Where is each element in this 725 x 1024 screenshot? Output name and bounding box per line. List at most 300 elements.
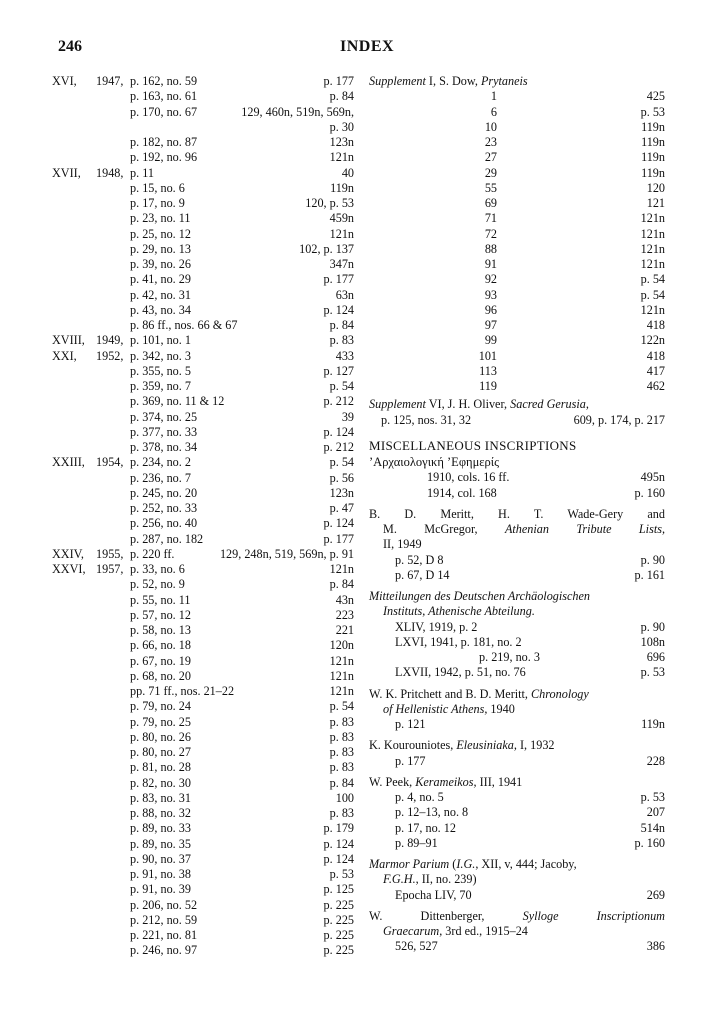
page-reference: 1910, cols. 16 ff. (427, 470, 510, 485)
volume-number: XVIII, (52, 333, 85, 348)
kerameikos-entries (369, 790, 665, 851)
cited-pages: p. 90 (640, 619, 665, 634)
cited-pages: 418 (646, 318, 665, 332)
page-reference: p. 342, no. 3 (130, 348, 191, 363)
inscription-number: 91 (484, 257, 497, 271)
cited-pages: 433 (335, 348, 354, 363)
cited-pages: 122n (640, 333, 665, 348)
cited-pages: 121n (640, 226, 665, 241)
inscription-number: 119 (479, 379, 497, 393)
page-reference: p. 206, no. 52 (130, 897, 198, 912)
page-reference: p. 83, no. 31 (130, 790, 191, 805)
prytaneis-row (369, 303, 665, 318)
cited-pages: 459n (329, 211, 354, 226)
cited-pages: p. 179 (323, 821, 354, 836)
cited-pages: p. 47 (329, 501, 354, 515)
inscription-number: 23 (484, 135, 497, 149)
index-entry-row (52, 699, 354, 714)
page-reference: p. 17, no. 9 (130, 196, 185, 210)
inscription-number: 92 (484, 272, 497, 287)
cited-pages: p. 125 (323, 882, 354, 897)
cited-pages: 121n (329, 226, 354, 241)
index-entry-row (52, 776, 354, 791)
page-reference: p. 369, no. 11 & 12 (130, 394, 225, 409)
am-heading-line-2: Instituts, Athenische Abteilung. (383, 604, 535, 619)
cited-pages: 39 (341, 409, 354, 424)
page-reference: p. 121 (395, 717, 426, 731)
volume-number: XVII, (52, 165, 81, 180)
page-reference: p. 170, no. 67 (130, 104, 198, 119)
index-entry-row (52, 303, 354, 318)
cited-pages: p. 54 (640, 272, 665, 287)
index-entry-row (52, 730, 354, 745)
cited-pages: p. 84 (329, 775, 354, 790)
atl-heading-line-2: M. McGregor, Athenian Tribute Lists, (383, 522, 665, 536)
cited-pages: p. 225 (323, 928, 354, 942)
atl-heading-line-3: II, 1949 (383, 537, 422, 552)
page-reference: p. 58, no. 13 (130, 623, 191, 637)
cited-pages: 121n (329, 668, 354, 683)
cited-pages: p. 124 (323, 836, 354, 851)
eleus-row (369, 754, 665, 769)
peek-row (369, 836, 665, 851)
marmor-heading-line-2: F.G.H., II, no. 239) (383, 872, 477, 887)
index-entry-row (52, 196, 354, 211)
chronology-heading-line-1: W. K. Pritchett and B. D. Meritt, Chronology (369, 686, 589, 701)
page-reference: p. 42, no. 31 (130, 287, 191, 302)
cited-pages: 123n (329, 485, 354, 500)
cited-pages: p. 83 (329, 729, 354, 744)
index-entry-row (52, 898, 354, 913)
marmor-row (369, 888, 665, 903)
running-title: INDEX (340, 38, 395, 55)
miscellaneous-heading: MISCELLANEOUS INSCRIPTIONS (369, 437, 577, 453)
chron-row (369, 717, 665, 732)
volume-year: 1952, (96, 348, 124, 363)
index-entry-row (52, 242, 354, 257)
index-entry-row (52, 150, 354, 165)
cited-pages: 418 (646, 348, 665, 363)
inscription-number: 71 (484, 211, 497, 226)
page-reference: p. 55, no. 11 (130, 592, 191, 607)
cited-pages: p. 83 (329, 745, 354, 759)
cited-pages: 40 (341, 165, 354, 180)
cited-pages: 696 (646, 650, 665, 664)
index-entry-row (52, 120, 354, 135)
cited-pages: 121n (640, 302, 665, 317)
index-entry-row (52, 943, 354, 958)
page-reference: p. 12–13, no. 8 (395, 805, 469, 820)
volume-number: XXIII, (52, 455, 85, 470)
index-entry-row (52, 333, 354, 348)
cited-pages: 119n (641, 119, 665, 134)
peek-row (369, 805, 665, 820)
am-heading-line-1: Mitteilungen des Deutschen Archäologischen (369, 589, 591, 603)
prytaneis-row (369, 211, 665, 226)
marmor-entries (369, 888, 665, 903)
cited-pages: 121n (329, 684, 354, 698)
index-entry-row (52, 166, 354, 181)
inscription-number: 10 (484, 119, 497, 134)
syll-row (369, 939, 665, 954)
index-entry-row (52, 654, 354, 669)
page-reference: p. 192, no. 96 (130, 150, 198, 165)
index-entry-row (52, 791, 354, 806)
index-entry-row (52, 455, 354, 470)
cited-pages: p. 83 (329, 760, 354, 775)
cited-pages: p. 177 (323, 272, 354, 287)
index-entry-row (52, 593, 354, 608)
cited-pages: p. 177 (323, 531, 354, 546)
cited-pages: 347n (329, 257, 354, 271)
page-reference: p. 252, no. 33 (130, 501, 198, 515)
cited-pages: p. 54 (329, 379, 354, 393)
index-entry-row (52, 577, 354, 592)
index-entry-row (52, 806, 354, 821)
cited-pages: p. 225 (323, 912, 354, 927)
index-entry-row (52, 913, 354, 928)
cited-pages: 121n (329, 653, 354, 668)
page-reference: p. 67, D 14 (395, 567, 450, 582)
cited-pages: 119n (641, 165, 665, 180)
am-row (369, 620, 665, 635)
page-reference: p. 66, no. 18 (130, 638, 191, 653)
index-entry-row (52, 181, 354, 196)
page-reference: p. 88, no. 32 (130, 806, 191, 820)
page-reference: p. 11 (130, 165, 154, 180)
page-reference: p. 89, no. 35 (130, 836, 191, 851)
cited-pages: p. 30 (329, 119, 354, 134)
page-reference: p. 182, no. 87 (130, 135, 198, 149)
index-entry-row (52, 684, 354, 699)
page-reference: p. 101, no. 1 (130, 333, 191, 348)
inscription-number: 96 (484, 302, 497, 317)
volume-year: 1949, (96, 333, 124, 348)
gerusia-heading: Supplement VI, J. H. Oliver, Sacred Gerusia, (369, 397, 589, 412)
index-entry-row (52, 135, 354, 150)
page-reference: p. 177 (395, 753, 426, 768)
am-entries (369, 620, 665, 681)
page-reference: p. 89–91 (395, 835, 438, 850)
index-entry-row (52, 364, 354, 379)
cited-pages: 425 (646, 89, 665, 104)
cited-pages: 121n (640, 241, 665, 256)
cited-pages: p. 84 (329, 318, 354, 332)
cited-pages: p. 53 (329, 867, 354, 881)
page-reference: p. 245, no. 20 (130, 485, 198, 500)
page-reference: p. 81, no. 28 (130, 760, 191, 775)
cited-pages: 119n (641, 150, 665, 165)
prytaneis-row (369, 105, 665, 120)
volume-year: 1957, (96, 562, 124, 576)
page-reference: p. 25, no. 12 (130, 226, 191, 241)
page-reference: p. 374, no. 25 (130, 409, 198, 424)
cited-pages: p. 53 (640, 790, 665, 804)
page-reference: p. 91, no. 38 (130, 867, 191, 881)
prytaneis-row (369, 89, 665, 104)
cited-pages: 417 (646, 363, 665, 378)
archaiologike-row (369, 470, 665, 485)
index-entry-row (52, 821, 354, 836)
page-reference: p. 80, no. 27 (130, 745, 191, 759)
page-reference: p. 67, no. 19 (130, 653, 191, 668)
archaiologike-heading: ’Αρχαιολογική ’Εφημερίς (369, 455, 500, 469)
page-reference: p. 39, no. 26 (130, 257, 191, 271)
cited-pages: 121 (646, 196, 665, 210)
cited-pages: 386 (646, 939, 665, 954)
page-reference: p. 219, no. 3 (479, 650, 540, 664)
inscription-number: 99 (484, 333, 497, 348)
peek-row (369, 821, 665, 836)
cited-pages: p. 124 (323, 516, 354, 531)
cited-pages: p. 225 (323, 897, 354, 912)
volume-year: 1948, (96, 165, 124, 180)
index-entry-row (52, 440, 354, 455)
cited-pages: p. 212 (323, 440, 354, 454)
cited-pages: p. 53 (640, 104, 665, 119)
page-reference: p. 234, no. 2 (130, 455, 191, 470)
page-number: 246 (58, 38, 82, 55)
inscription-number: 97 (484, 318, 497, 332)
inscription-number: 101 (478, 348, 497, 363)
page-reference: p. 236, no. 7 (130, 470, 191, 485)
cited-pages: p. 212 (323, 394, 354, 409)
prytaneis-row (369, 257, 665, 272)
prytaneis-heading: Supplement I, S. Dow, Prytaneis (369, 74, 528, 88)
cited-pages: 129, 460n, 519n, 569n, (241, 104, 354, 119)
cited-pages: p. 124 (323, 851, 354, 866)
page-reference: p. 256, no. 40 (130, 516, 198, 531)
index-entry-row (52, 638, 354, 653)
cited-pages: 119n (641, 135, 665, 149)
index-entry-row (52, 257, 354, 272)
chronology-heading-line-2: of Hellenistic Athens, 1940 (383, 701, 515, 716)
cited-pages: 207 (646, 805, 665, 820)
atl-entries (369, 553, 665, 584)
page-reference: XLIV, 1919, p. 2 (395, 619, 478, 634)
inscription-number: 93 (484, 287, 497, 302)
cited-pages: 119n (330, 180, 354, 195)
chronology-entries (369, 717, 665, 732)
atl-row (369, 568, 665, 583)
page-reference: p. 4, no. 5 (395, 790, 444, 804)
inscription-number: 113 (479, 363, 497, 378)
index-entry-row (52, 288, 354, 303)
index-entry-row (52, 105, 354, 120)
cited-pages: p. 83 (329, 714, 354, 729)
index-entry-row (52, 471, 354, 486)
cited-pages: p. 124 (323, 302, 354, 317)
page-reference: 1914, col. 168 (427, 485, 497, 500)
cited-pages: p. 160 (634, 485, 665, 500)
volume-number: XXVI, (52, 562, 86, 576)
volume-year: 1947, (96, 74, 124, 88)
index-entry-row (52, 852, 354, 867)
page-reference: p. 33, no. 6 (130, 562, 185, 576)
prytaneis-row (369, 166, 665, 181)
am-row (369, 650, 665, 665)
index-entry-row (52, 349, 354, 364)
page-reference: p. 57, no. 12 (130, 607, 191, 622)
cited-pages: 223 (335, 607, 354, 622)
inscription-number: 29 (484, 165, 497, 180)
inscription-number: 6 (490, 104, 497, 119)
page-reference: p. 41, no. 29 (130, 272, 191, 287)
cited-pages: 120, p. 53 (305, 196, 354, 210)
prytaneis-row (369, 364, 665, 379)
page-reference: p. 29, no. 13 (130, 241, 191, 256)
volume-number: XVI, (52, 74, 77, 88)
cited-pages: p. 84 (329, 577, 354, 592)
cited-pages: 100 (335, 790, 354, 805)
cited-pages: 63n (335, 287, 354, 302)
index-entry-row (52, 669, 354, 684)
cited-pages: p. 127 (323, 363, 354, 378)
cited-pages: 43n (335, 592, 354, 607)
page-reference: p. 355, no. 5 (130, 363, 191, 378)
page-reference: p. 80, no. 26 (130, 729, 191, 744)
page-reference: p. 89, no. 33 (130, 821, 191, 836)
cited-pages: 514n (640, 820, 665, 835)
cited-pages: 123n (329, 135, 354, 149)
page-reference: p. 79, no. 24 (130, 699, 191, 714)
index-entry-row (52, 272, 354, 287)
page-reference: p. 246, no. 97 (130, 943, 198, 958)
cited-pages: 221 (335, 623, 354, 637)
index-entry-row (52, 882, 354, 897)
cited-pages: p. 83 (329, 333, 354, 348)
inscription-number: 27 (484, 150, 497, 165)
page-reference: p. 82, no. 30 (130, 775, 191, 790)
index-entry-row (52, 379, 354, 394)
index-entry-row (52, 89, 354, 104)
page-reference: p. 90, no. 37 (130, 851, 191, 866)
page-reference: p. 68, no. 20 (130, 668, 191, 683)
index-entry-row (52, 211, 354, 226)
volume-number: XXIV, (52, 546, 84, 561)
prytaneis-row (369, 227, 665, 242)
page-reference: p. 163, no. 61 (130, 89, 198, 104)
volume-year: 1954, (96, 455, 124, 470)
index-entry-row (52, 410, 354, 425)
cited-pages: 102, p. 137 (299, 241, 354, 256)
eleusiniaka-heading: K. Kourouniotes, Eleusiniaka, I, 1932 (369, 738, 555, 753)
prytaneis-row (369, 242, 665, 257)
prytaneis-entries (369, 89, 665, 394)
page-reference: LXVII, 1942, p. 51, no. 76 (395, 665, 526, 680)
page-reference: LXVI, 1941, p. 181, no. 2 (395, 634, 522, 649)
page-reference: p. 359, no. 7 (130, 379, 191, 393)
page-reference: p. 221, no. 81 (130, 928, 198, 942)
cited-pages: 121n (640, 211, 665, 226)
page-reference: p. 52, no. 9 (130, 577, 185, 592)
cited-pages: p. 124 (323, 424, 354, 439)
index-entry-row (52, 318, 354, 333)
inscription-number: 1 (490, 89, 497, 104)
cited-pages: 495n (640, 470, 665, 485)
prytaneis-row (369, 272, 665, 287)
cited-pages: p. 161 (634, 567, 665, 582)
marmor-heading-line-1: Marmor Parium (I.G., XII, v, 444; Jacoby, (369, 857, 577, 871)
page-reference: p. 212, no. 59 (130, 912, 198, 927)
index-entry-row (52, 745, 354, 760)
page-reference: p. 86 ff., nos. 66 & 67 (130, 318, 238, 332)
cited-pages: p. 54 (329, 455, 354, 470)
inscription-number: 55 (484, 180, 497, 195)
index-entry-row (52, 760, 354, 775)
cited-pages: 462 (646, 379, 665, 393)
cited-pages: p. 160 (634, 835, 665, 850)
kerameikos-heading: W. Peek, Kerameikos, III, 1941 (369, 774, 523, 789)
cited-pages: 120n (329, 638, 354, 653)
page-reference: pp. 71 ff., nos. 21–22 (130, 684, 235, 698)
index-entry-row (52, 867, 354, 882)
cited-pages: 121n (329, 562, 354, 576)
cited-pages: p. 83 (329, 806, 354, 820)
page-reference: p. 220 ff. (130, 546, 175, 561)
page-reference: p. 287, no. 182 (130, 531, 204, 546)
index-entry-row (52, 623, 354, 638)
index-entry-row (52, 837, 354, 852)
prytaneis-row (369, 135, 665, 150)
volume-number: XXI, (52, 348, 77, 363)
volume-year: 1955, (96, 546, 124, 561)
prytaneis-row (369, 181, 665, 196)
cited-pages: p. 225 (323, 943, 354, 958)
sylloge-heading-line-2: Graecarum, 3rd ed., 1915–24 (383, 924, 528, 938)
page-reference: p. 23, no. 11 (130, 211, 191, 226)
index-entry-row (52, 74, 354, 89)
page-reference: p. 162, no. 59 (130, 74, 198, 88)
cited-pages: p. 90 (640, 552, 665, 567)
index-entry-row (52, 486, 354, 501)
inscription-number: 69 (484, 196, 497, 210)
atl-heading-line-1: B. D. Meritt, H. T. Wade-Gery and (369, 506, 665, 521)
page-reference: p. 15, no. 6 (130, 180, 185, 195)
cited-pages: 120 (646, 180, 665, 195)
index-entry-row (52, 227, 354, 242)
atl-row (369, 553, 665, 568)
prytaneis-row (369, 318, 665, 333)
cited-pages: p. 56 (329, 470, 354, 485)
archaiologike-entries (369, 470, 665, 501)
sylloge-heading-line-1: W. Dittenberger, Sylloge Inscriptionum (369, 908, 665, 923)
page-reference: p. 377, no. 33 (130, 424, 198, 439)
index-entry-row (52, 394, 354, 409)
cited-pages: 108n (640, 634, 665, 649)
cited-pages: p. 53 (640, 665, 665, 680)
index-entry-row (52, 516, 354, 531)
cited-pages: 129, 248n, 519, 569n, p. 91 (219, 546, 354, 561)
index-entry-row (52, 928, 354, 943)
page-reference: Epocha LIV, 70 (395, 887, 472, 902)
peek-row (369, 790, 665, 805)
right-index-column (369, 74, 665, 955)
cited-pages: 228 (646, 753, 665, 768)
inscription-number: 72 (484, 226, 497, 241)
cited-pages: p. 54 (640, 287, 665, 302)
prytaneis-row (369, 288, 665, 303)
cited-pages: 269 (646, 887, 665, 902)
page-reference: 526, 527 (395, 939, 438, 954)
index-entry-row (52, 501, 354, 516)
page-reference: p. 43, no. 34 (130, 302, 191, 317)
cited-pages: 121n (640, 257, 665, 271)
cited-pages: p. 177 (323, 74, 354, 88)
prytaneis-row (369, 120, 665, 135)
page-reference: p. 378, no. 34 (130, 440, 198, 454)
prytaneis-row (369, 379, 665, 394)
